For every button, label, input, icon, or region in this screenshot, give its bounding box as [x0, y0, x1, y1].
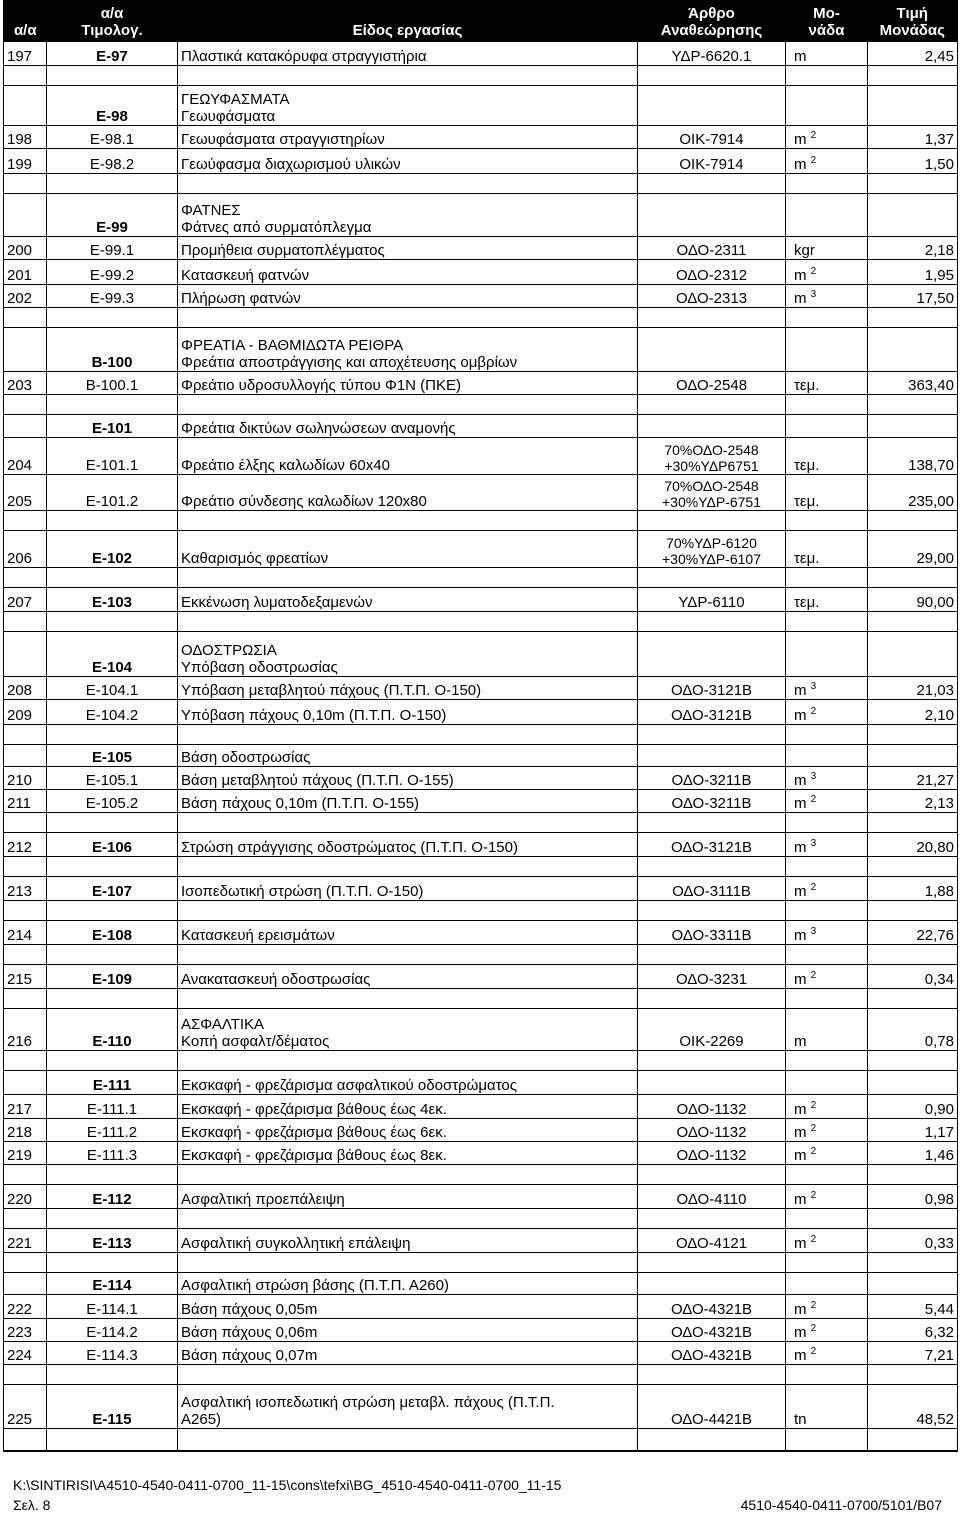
- invoice-code: Ε-114.2: [47, 1319, 178, 1342]
- table-row: [4, 745, 958, 767]
- table-row: [4, 1009, 958, 1051]
- row-number: 214: [4, 921, 47, 945]
- row-number: [4, 194, 47, 237]
- unit-price: 1,37: [868, 126, 958, 149]
- revision-article: ΟΔΟ-4321Β: [638, 1319, 786, 1342]
- unit: [786, 86, 868, 126]
- unit-price: 0,78: [868, 1009, 958, 1051]
- table-row: [4, 260, 958, 285]
- work-description: Εκσκαφή - φρεζάρισμα βάθους έως 8εκ.: [178, 1142, 638, 1165]
- revision-article: ΟΔΟ-1132: [638, 1142, 786, 1165]
- page-number: Σελ. 8: [13, 1497, 51, 1513]
- row-number: 220: [4, 1185, 47, 1209]
- unit-price: [868, 328, 958, 372]
- invoice-code: Ε-98.2: [47, 149, 178, 174]
- revision-article: 70%ΟΔΟ-2548 +30%ΥΔΡ6751: [638, 438, 786, 475]
- row-number: 205: [4, 475, 47, 511]
- spacer-row: [4, 725, 958, 745]
- row-number: 225: [4, 1385, 47, 1429]
- row-number: 218: [4, 1119, 47, 1142]
- spacer-row: [4, 857, 958, 877]
- row-number: 211: [4, 790, 47, 813]
- row-number: 207: [4, 588, 47, 612]
- revision-article: ΟΔΟ-4421Β: [638, 1385, 786, 1429]
- table-row: [4, 149, 958, 174]
- invoice-code: Ε-99.3: [47, 285, 178, 308]
- spacer-row: [4, 1165, 958, 1185]
- table-row: [4, 833, 958, 857]
- table-row: [4, 1229, 958, 1253]
- header-revision-article: Άρθρο Αναθεώρησης: [638, 1, 786, 42]
- work-description: Ασφαλτική συγκολλητική επάλειψη: [178, 1229, 638, 1253]
- invoice-code: Ε-104.2: [47, 700, 178, 725]
- unit: m $^2$: [786, 1119, 868, 1142]
- unit-price: 6,32: [868, 1319, 958, 1342]
- work-description: Ασφαλτική στρώση βάσης (Π.Τ.Π. Α260): [178, 1273, 638, 1295]
- unit: [786, 328, 868, 372]
- row-number: 222: [4, 1295, 47, 1319]
- unit-price: 363,40: [868, 372, 958, 395]
- spacer-row: [4, 395, 958, 415]
- work-description: Φρεάτια δικτύων σωληνώσεων αναμονής: [178, 415, 638, 438]
- unit: τεμ.: [786, 588, 868, 612]
- spacer-row: [4, 901, 958, 921]
- invoice-code: Ε-106: [47, 833, 178, 857]
- header-work-type: Είδος εργασίας: [178, 1, 638, 42]
- unit-price: 22,76: [868, 921, 958, 945]
- revision-article: [638, 194, 786, 237]
- spacer-row: [4, 66, 958, 86]
- row-number: 223: [4, 1319, 47, 1342]
- revision-article: ΟΔΟ-1132: [638, 1095, 786, 1119]
- unit-price: 5,44: [868, 1295, 958, 1319]
- row-number: [4, 328, 47, 372]
- table-row: [4, 965, 958, 989]
- work-description: Βάση οδοστρωσίας: [178, 745, 638, 767]
- work-description: Καθαρισμός φρεατίων: [178, 531, 638, 568]
- table-row: [4, 1071, 958, 1095]
- unit-price: 7,21: [868, 1342, 958, 1365]
- revision-article: [638, 328, 786, 372]
- invoice-code: Ε-114.3: [47, 1342, 178, 1365]
- unit-price: 17,50: [868, 285, 958, 308]
- table-row: [4, 1185, 958, 1209]
- table-row: [4, 1319, 958, 1342]
- revision-article: ΟΙΚ-7914: [638, 126, 786, 149]
- row-number: 201: [4, 260, 47, 285]
- revision-article: ΟΔΟ-4110: [638, 1185, 786, 1209]
- unit: m: [786, 1009, 868, 1051]
- invoice-code: Β-100: [47, 328, 178, 372]
- revision-article: ΟΔΟ-2312: [638, 260, 786, 285]
- invoice-code: Ε-108: [47, 921, 178, 945]
- invoice-code: Ε-110: [47, 1009, 178, 1051]
- revision-article: 70%ΥΔΡ-6120 +30%ΥΔΡ-6107: [638, 531, 786, 568]
- row-number: 200: [4, 237, 47, 260]
- row-number: 197: [4, 42, 47, 66]
- table-row: [4, 1142, 958, 1165]
- work-description: Κατασκευή φατνών: [178, 260, 638, 285]
- work-description: Υπόβαση μεταβλητού πάχους (Π.Τ.Π. Ο-150): [178, 677, 638, 700]
- table-row: [4, 475, 958, 511]
- work-description: Βάση μεταβλητού πάχους (Π.Τ.Π. Ο-155): [178, 767, 638, 790]
- revision-article: [638, 632, 786, 677]
- table-row: [4, 42, 958, 66]
- invoice-code: Ε-105: [47, 745, 178, 767]
- work-description: Εκσκαφή - φρεζάρισμα βάθους έως 4εκ.: [178, 1095, 638, 1119]
- spacer-row: [4, 813, 958, 833]
- unit-price: 0,98: [868, 1185, 958, 1209]
- table-row: [4, 285, 958, 308]
- table-row: [4, 1095, 958, 1119]
- unit: kgr: [786, 237, 868, 260]
- invoice-code: Ε-113: [47, 1229, 178, 1253]
- unit-price: [868, 86, 958, 126]
- work-description: Βάση πάχους 0,06m: [178, 1319, 638, 1342]
- table-row: [4, 1273, 958, 1295]
- invoice-code: Ε-105.2: [47, 790, 178, 813]
- invoice-code: Ε-111: [47, 1071, 178, 1095]
- work-description: ΓΕΩΥΦΑΣΜΑΤΑ Γεωυφάσματα: [178, 86, 638, 126]
- unit-price: 21,27: [868, 767, 958, 790]
- table-row: [4, 877, 958, 901]
- unit-price: 2,45: [868, 42, 958, 66]
- spacer-row: [4, 1429, 958, 1451]
- unit-price: 21,03: [868, 677, 958, 700]
- revision-article: 70%ΟΔΟ-2548 +30%ΥΔΡ-6751: [638, 475, 786, 511]
- invoice-code: Ε-112: [47, 1185, 178, 1209]
- spacer-row: [4, 568, 958, 588]
- unit-price: 1,46: [868, 1142, 958, 1165]
- unit: m $^3$: [786, 285, 868, 308]
- unit-price: 1,88: [868, 877, 958, 901]
- table-row: [4, 1119, 958, 1142]
- unit: [786, 415, 868, 438]
- unit-price: 0,34: [868, 965, 958, 989]
- unit: [786, 745, 868, 767]
- invoice-code: Ε-111.3: [47, 1142, 178, 1165]
- revision-article: ΟΔΟ-4321Β: [638, 1342, 786, 1365]
- invoice-code: Ε-101: [47, 415, 178, 438]
- invoice-code: Ε-111.1: [47, 1095, 178, 1119]
- spacer-row: [4, 1051, 958, 1071]
- unit: [786, 1273, 868, 1295]
- spacer-row: [4, 511, 958, 531]
- work-description: Ασφαλτική ισοπεδωτική στρώση μεταβλ. πάχους (Π.Τ.Π. Α265): [178, 1385, 638, 1429]
- work-description: Υπόβαση πάχους 0,10m (Π.Τ.Π. Ο-150): [178, 700, 638, 725]
- invoice-code: Β-100.1: [47, 372, 178, 395]
- file-path: K:\SINTIRISI\A4510-4540-0411-0700_11-15\cons\tefxi\BG_4510-4540-0411-0700_11-15: [13, 1477, 562, 1493]
- unit: m $^3$: [786, 677, 868, 700]
- invoice-code: Ε-114: [47, 1273, 178, 1295]
- unit-price: [868, 1273, 958, 1295]
- revision-article: ΟΔΟ-3211Β: [638, 767, 786, 790]
- unit: m $^2$: [786, 1342, 868, 1365]
- table-row: [4, 415, 958, 438]
- invoice-code: Ε-105.1: [47, 767, 178, 790]
- unit-price: 48,52: [868, 1385, 958, 1429]
- table-header: [4, 1, 958, 42]
- row-number: 217: [4, 1095, 47, 1119]
- invoice-code: Ε-111.2: [47, 1119, 178, 1142]
- unit: m $^2$: [786, 1295, 868, 1319]
- unit-price: 1,50: [868, 149, 958, 174]
- unit: m $^3$: [786, 767, 868, 790]
- work-description: Φρεάτιο έλξης καλωδίων 60x40: [178, 438, 638, 475]
- table-row: [4, 1295, 958, 1319]
- revision-article: ΥΔΡ-6620.1: [638, 42, 786, 66]
- row-number: [4, 745, 47, 767]
- unit-price: 20,80: [868, 833, 958, 857]
- unit-price: 138,70: [868, 438, 958, 475]
- unit-price: [868, 1071, 958, 1095]
- unit-price: 2,13: [868, 790, 958, 813]
- invoice-code: Ε-115: [47, 1385, 178, 1429]
- row-number: 215: [4, 965, 47, 989]
- table-row: [4, 1342, 958, 1365]
- row-number: 199: [4, 149, 47, 174]
- unit: m $^2$: [786, 700, 868, 725]
- work-description: Πλήρωση φατνών: [178, 285, 638, 308]
- unit: tn: [786, 1385, 868, 1429]
- spacer-row: [4, 612, 958, 632]
- unit: [786, 194, 868, 237]
- invoice-code: Ε-99.2: [47, 260, 178, 285]
- revision-article: ΟΔΟ-4121: [638, 1229, 786, 1253]
- revision-article: ΟΔΟ-3121Β: [638, 833, 786, 857]
- invoice-code: Ε-102: [47, 531, 178, 568]
- unit-price: 235,00: [868, 475, 958, 511]
- revision-article: [638, 86, 786, 126]
- spacer-row: [4, 1365, 958, 1385]
- row-number: 208: [4, 677, 47, 700]
- unit-price: 90,00: [868, 588, 958, 612]
- unit-price: 2,10: [868, 700, 958, 725]
- unit: m $^2$: [786, 877, 868, 901]
- revision-article: ΟΔΟ-3121Β: [638, 677, 786, 700]
- row-number: 204: [4, 438, 47, 475]
- unit-price: 2,18: [868, 237, 958, 260]
- unit: m $^2$: [786, 126, 868, 149]
- invoice-code: Ε-104: [47, 632, 178, 677]
- table-row: [4, 700, 958, 725]
- spacer-row: [4, 308, 958, 328]
- row-number: 212: [4, 833, 47, 857]
- spacer-row: [4, 1209, 958, 1229]
- unit: m $^2$: [786, 1095, 868, 1119]
- invoice-code: Ε-101.1: [47, 438, 178, 475]
- row-number: 221: [4, 1229, 47, 1253]
- work-description: Στρώση στράγγισης οδοστρώματος (Π.Τ.Π. Ο-150): [178, 833, 638, 857]
- unit-price: 0,90: [868, 1095, 958, 1119]
- unit: m $^2$: [786, 260, 868, 285]
- table-row: [4, 1385, 958, 1429]
- invoice-code: Ε-99.1: [47, 237, 178, 260]
- spacer-row: [4, 945, 958, 965]
- header-aa: α/α: [4, 1, 47, 42]
- revision-article: ΟΔΟ-3211Β: [638, 790, 786, 813]
- unit-price: [868, 415, 958, 438]
- work-description: ΦΡΕΑΤΙΑ - ΒΑΘΜΙΔΩΤΑ ΡΕΙΘΡΑ Φρεάτια αποστράγγισης και αποχέτευσης ομβρίων: [178, 328, 638, 372]
- unit: [786, 632, 868, 677]
- table-row: [4, 677, 958, 700]
- revision-article: ΟΔΟ-2311: [638, 237, 786, 260]
- revision-article: ΟΔΟ-3311Β: [638, 921, 786, 945]
- work-description: Βάση πάχους 0,07m: [178, 1342, 638, 1365]
- unit: τεμ.: [786, 372, 868, 395]
- row-number: 202: [4, 285, 47, 308]
- table-body: [4, 42, 958, 1451]
- revision-article: ΟΔΟ-1132: [638, 1119, 786, 1142]
- table-row: [4, 531, 958, 568]
- work-description: Εκκένωση λυματοδεξαμενών: [178, 588, 638, 612]
- table-row: [4, 790, 958, 813]
- unit: m $^2$: [786, 790, 868, 813]
- unit: m $^2$: [786, 149, 868, 174]
- table-row: [4, 921, 958, 945]
- work-description: Ασφαλτική προεπάλειψη: [178, 1185, 638, 1209]
- unit: τεμ.: [786, 531, 868, 568]
- invoice-code: Ε-114.1: [47, 1295, 178, 1319]
- invoice-code: Ε-97: [47, 42, 178, 66]
- invoice-code: Ε-98: [47, 86, 178, 126]
- invoice-code: Ε-107: [47, 877, 178, 901]
- unit-price: 1,95: [868, 260, 958, 285]
- unit: m $^2$: [786, 1185, 868, 1209]
- work-description: Φρεάτιο σύνδεσης καλωδίων 120x80: [178, 475, 638, 511]
- unit: [786, 1071, 868, 1095]
- invoice-code: Ε-101.2: [47, 475, 178, 511]
- row-number: 210: [4, 767, 47, 790]
- table-row: [4, 194, 958, 237]
- work-description: Εκσκαφή - φρεζάρισμα ασφαλτικού οδοστρώματος: [178, 1071, 638, 1095]
- unit-price: [868, 745, 958, 767]
- work-description: Εκσκαφή - φρεζάρισμα βάθους έως 6εκ.: [178, 1119, 638, 1142]
- work-description: Πλαστικά κατακόρυφα στραγγιστήρια: [178, 42, 638, 66]
- unit: τεμ.: [786, 475, 868, 511]
- revision-article: [638, 1273, 786, 1295]
- row-number: 219: [4, 1142, 47, 1165]
- row-number: 213: [4, 877, 47, 901]
- unit-price: [868, 632, 958, 677]
- table-row: [4, 632, 958, 677]
- unit: m $^2$: [786, 1319, 868, 1342]
- revision-article: [638, 745, 786, 767]
- work-description: Γεωύφασμα διαχωρισμού υλικών: [178, 149, 638, 174]
- work-description: ΑΣΦΑΛΤΙΚΑ Κοπή ασφαλτ/δέματος: [178, 1009, 638, 1051]
- row-number: [4, 1273, 47, 1295]
- revision-article: ΟΔΟ-2313: [638, 285, 786, 308]
- table-row: [4, 588, 958, 612]
- work-description: Φρεάτιο υδροσυλλογής τύπου Φ1Ν (ΠΚΕ): [178, 372, 638, 395]
- unit: m $^3$: [786, 921, 868, 945]
- spacer-row: [4, 989, 958, 1009]
- work-description: Βάση πάχους 0,10m (Π.Τ.Π. Ο-155): [178, 790, 638, 813]
- header-unit-price: Τιμή Μονάδας: [868, 1, 958, 42]
- row-number: 224: [4, 1342, 47, 1365]
- row-number: [4, 86, 47, 126]
- row-number: [4, 632, 47, 677]
- revision-article: ΟΔΟ-3111Β: [638, 877, 786, 901]
- table-row: [4, 86, 958, 126]
- row-number: 206: [4, 531, 47, 568]
- unit: m $^2$: [786, 965, 868, 989]
- unit: m $^3$: [786, 833, 868, 857]
- unit: m: [786, 42, 868, 66]
- table-row: [4, 237, 958, 260]
- unit-price: 0,33: [868, 1229, 958, 1253]
- invoice-code: Ε-103: [47, 588, 178, 612]
- document-code: 4510-4540-0411-0700/5101/B07: [740, 1497, 942, 1513]
- revision-article: ΟΔΟ-4321Β: [638, 1295, 786, 1319]
- work-description: Ανακατασκευή οδοστρωσίας: [178, 965, 638, 989]
- revision-article: [638, 415, 786, 438]
- work-description: ΟΔΟΣΤΡΩΣΙΑ Υπόβαση οδοστρωσίας: [178, 632, 638, 677]
- work-description: Κατασκευή ερεισμάτων: [178, 921, 638, 945]
- spacer-row: [4, 1253, 958, 1273]
- price-table: [3, 0, 958, 1452]
- row-number: 203: [4, 372, 47, 395]
- invoice-code: Ε-109: [47, 965, 178, 989]
- revision-article: ΟΔΟ-3121Β: [638, 700, 786, 725]
- row-number: 198: [4, 126, 47, 149]
- work-description: Προμήθεια συρματοπλέγματος: [178, 237, 638, 260]
- revision-article: ΟΙΚ-7914: [638, 149, 786, 174]
- unit-price: 29,00: [868, 531, 958, 568]
- unit: m $^2$: [786, 1229, 868, 1253]
- revision-article: ΥΔΡ-6110: [638, 588, 786, 612]
- revision-article: [638, 1071, 786, 1095]
- table-row: [4, 438, 958, 475]
- unit-price: [868, 194, 958, 237]
- invoice-code: Ε-98.1: [47, 126, 178, 149]
- unit: τεμ.: [786, 438, 868, 475]
- work-description: Ισοπεδωτική στρώση (Π.Τ.Π. Ο-150): [178, 877, 638, 901]
- unit: m $^2$: [786, 1142, 868, 1165]
- table-row: [4, 767, 958, 790]
- work-description: ΦΑΤΝΕΣ Φάτνες από συρματόπλεγμα: [178, 194, 638, 237]
- unit-price: 1,17: [868, 1119, 958, 1142]
- row-number: 209: [4, 700, 47, 725]
- row-number: 216: [4, 1009, 47, 1051]
- table-row: [4, 126, 958, 149]
- revision-article: ΟΙΚ-2269: [638, 1009, 786, 1051]
- spacer-row: [4, 174, 958, 194]
- row-number: [4, 415, 47, 438]
- work-description: Βάση πάχους 0,05m: [178, 1295, 638, 1319]
- invoice-code: Ε-99: [47, 194, 178, 237]
- header-invoice-no: α/α Τιμολογ.: [47, 1, 178, 42]
- revision-article: ΟΔΟ-2548: [638, 372, 786, 395]
- revision-article: ΟΔΟ-3231: [638, 965, 786, 989]
- table-row: [4, 372, 958, 395]
- row-number: [4, 1071, 47, 1095]
- invoice-code: Ε-104.1: [47, 677, 178, 700]
- table-row: [4, 328, 958, 372]
- header-unit: Μο- νάδα: [786, 1, 868, 42]
- work-description: Γεωυφάσματα στραγγιστηρίων: [178, 126, 638, 149]
